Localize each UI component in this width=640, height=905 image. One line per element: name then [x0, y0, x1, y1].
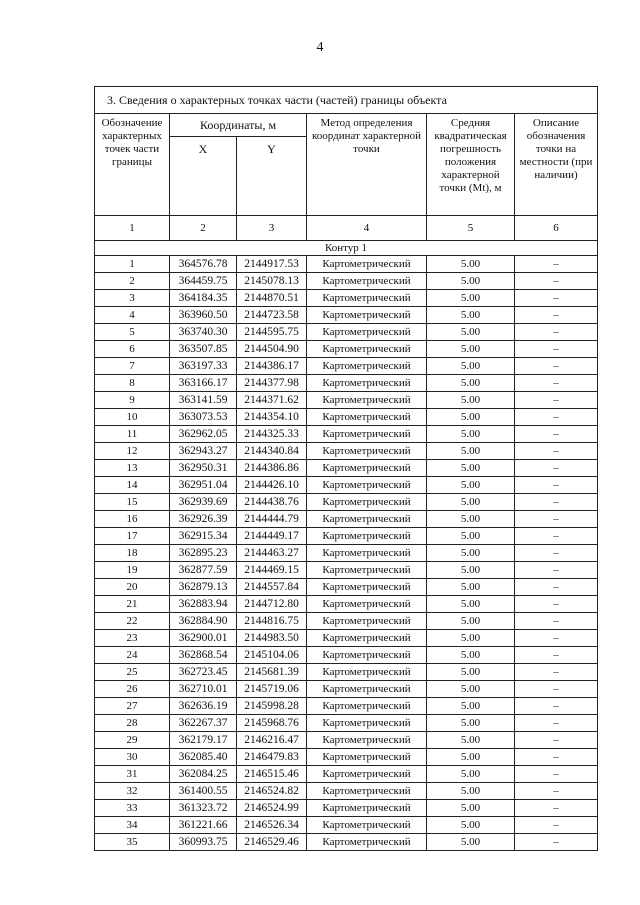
coord-y-cell: 2144449.17: [237, 528, 307, 545]
accuracy-cell: 5.00: [427, 375, 515, 392]
coord-x-cell: 363197.33: [170, 358, 237, 375]
method-cell: Картометрический: [307, 749, 427, 766]
coord-y-cell: 2144426.10: [237, 477, 307, 494]
description-cell: –: [515, 307, 598, 324]
accuracy-cell: 5.00: [427, 324, 515, 341]
accuracy-cell: 5.00: [427, 307, 515, 324]
coord-x-cell: 362926.39: [170, 511, 237, 528]
point-number-cell: 3: [95, 290, 170, 307]
description-cell: –: [515, 817, 598, 834]
point-number-cell: 11: [95, 426, 170, 443]
accuracy-cell: 5.00: [427, 256, 515, 273]
table-row: [95, 681, 598, 698]
coord-y-cell: 2145104.06: [237, 647, 307, 664]
section-title: 3. Сведения о характерных точках части (частей) границы объекта: [95, 87, 598, 114]
accuracy-cell: 5.00: [427, 358, 515, 375]
description-cell: –: [515, 681, 598, 698]
table-row: [95, 494, 598, 511]
coord-x-cell: 364459.75: [170, 273, 237, 290]
accuracy-cell: 5.00: [427, 681, 515, 698]
point-number-cell: 34: [95, 817, 170, 834]
table-row: [95, 460, 598, 477]
coord-x-cell: 361400.55: [170, 783, 237, 800]
description-cell: –: [515, 715, 598, 732]
table-row: [95, 800, 598, 817]
coord-y-cell: 2144504.90: [237, 341, 307, 358]
coord-y-cell: 2144463.27: [237, 545, 307, 562]
table-row: [95, 647, 598, 664]
column-number-row: [95, 216, 598, 241]
table-row: [95, 511, 598, 528]
point-number-cell: 35: [95, 834, 170, 851]
method-cell: Картометрический: [307, 307, 427, 324]
method-cell: Картометрический: [307, 834, 427, 851]
accuracy-cell: 5.00: [427, 290, 515, 307]
method-cell: Картометрический: [307, 630, 427, 647]
method-cell: Картометрический: [307, 647, 427, 664]
boundary-points-table: [94, 86, 598, 851]
column-number: 2: [170, 216, 237, 241]
table-row: [95, 307, 598, 324]
coord-y-cell: 2144595.75: [237, 324, 307, 341]
coord-x-cell: 362900.01: [170, 630, 237, 647]
coord-x-cell: 362084.25: [170, 766, 237, 783]
header-y: Y: [237, 137, 307, 216]
coord-y-cell: 2146524.82: [237, 783, 307, 800]
method-cell: Картометрический: [307, 681, 427, 698]
coord-y-cell: 2144917.53: [237, 256, 307, 273]
column-number: 6: [515, 216, 598, 241]
table-row: [95, 715, 598, 732]
accuracy-cell: 5.00: [427, 766, 515, 783]
coord-y-cell: 2144444.79: [237, 511, 307, 528]
coord-x-cell: 362877.59: [170, 562, 237, 579]
coord-x-cell: 363141.59: [170, 392, 237, 409]
coord-x-cell: 362884.90: [170, 613, 237, 630]
method-cell: Картометрический: [307, 409, 427, 426]
method-cell: Картометрический: [307, 324, 427, 341]
description-cell: –: [515, 358, 598, 375]
coord-y-cell: 2144377.98: [237, 375, 307, 392]
description-cell: –: [515, 290, 598, 307]
description-cell: –: [515, 409, 598, 426]
point-number-cell: 24: [95, 647, 170, 664]
accuracy-cell: 5.00: [427, 817, 515, 834]
point-number-cell: 10: [95, 409, 170, 426]
coord-y-cell: 2144354.10: [237, 409, 307, 426]
point-number-cell: 7: [95, 358, 170, 375]
coord-y-cell: 2144438.76: [237, 494, 307, 511]
point-number-cell: 33: [95, 800, 170, 817]
description-cell: –: [515, 664, 598, 681]
table-row: [95, 392, 598, 409]
table-row: [95, 562, 598, 579]
method-cell: Картометрический: [307, 562, 427, 579]
method-cell: Картометрический: [307, 528, 427, 545]
point-number-cell: 6: [95, 341, 170, 358]
description-cell: –: [515, 256, 598, 273]
coord-y-cell: 2146216.47: [237, 732, 307, 749]
description-cell: –: [515, 800, 598, 817]
coord-x-cell: 363166.17: [170, 375, 237, 392]
coord-x-cell: 362710.01: [170, 681, 237, 698]
table-row: [95, 256, 598, 273]
description-cell: –: [515, 613, 598, 630]
accuracy-cell: 5.00: [427, 715, 515, 732]
description-cell: –: [515, 392, 598, 409]
contour-label: Контур 1: [95, 241, 598, 256]
method-cell: Картометрический: [307, 494, 427, 511]
coord-y-cell: 2144723.58: [237, 307, 307, 324]
table-row: [95, 817, 598, 834]
coord-x-cell: 363740.30: [170, 324, 237, 341]
coord-x-cell: 362962.05: [170, 426, 237, 443]
accuracy-cell: 5.00: [427, 630, 515, 647]
coord-y-cell: 2144712.80: [237, 596, 307, 613]
coord-y-cell: 2144371.62: [237, 392, 307, 409]
method-cell: Картометрический: [307, 766, 427, 783]
point-number-cell: 8: [95, 375, 170, 392]
table-row: [95, 528, 598, 545]
description-cell: –: [515, 579, 598, 596]
coord-x-cell: 362723.45: [170, 664, 237, 681]
table-row: [95, 426, 598, 443]
header-designation: Обозначение характерных точек части границы: [95, 114, 170, 216]
coord-x-cell: 362085.40: [170, 749, 237, 766]
point-number-cell: 21: [95, 596, 170, 613]
coord-y-cell: 2144983.50: [237, 630, 307, 647]
description-cell: –: [515, 596, 598, 613]
method-cell: Картометрический: [307, 358, 427, 375]
point-number-cell: 19: [95, 562, 170, 579]
description-cell: –: [515, 749, 598, 766]
coord-y-cell: 2144557.84: [237, 579, 307, 596]
header-accuracy: Средняя квадратическая погрешность положения характерной точки (Mt), м: [427, 114, 515, 216]
method-cell: Картометрический: [307, 715, 427, 732]
coord-x-cell: 362943.27: [170, 443, 237, 460]
coord-x-cell: 361323.72: [170, 800, 237, 817]
description-cell: –: [515, 528, 598, 545]
point-number-cell: 12: [95, 443, 170, 460]
method-cell: Картометрический: [307, 511, 427, 528]
description-cell: –: [515, 834, 598, 851]
coord-y-cell: 2145968.76: [237, 715, 307, 732]
method-cell: Картометрический: [307, 256, 427, 273]
point-number-cell: 17: [95, 528, 170, 545]
method-cell: Картометрический: [307, 732, 427, 749]
method-cell: Картометрический: [307, 800, 427, 817]
coord-x-cell: 361221.66: [170, 817, 237, 834]
coord-x-cell: 362883.94: [170, 596, 237, 613]
table-row: [95, 477, 598, 494]
point-number-cell: 29: [95, 732, 170, 749]
coord-y-cell: 2146529.46: [237, 834, 307, 851]
column-number: 3: [237, 216, 307, 241]
accuracy-cell: 5.00: [427, 698, 515, 715]
method-cell: Картометрический: [307, 545, 427, 562]
description-cell: –: [515, 460, 598, 477]
table-row: [95, 290, 598, 307]
method-cell: Картометрический: [307, 664, 427, 681]
table-row: [95, 579, 598, 596]
coord-y-cell: 2144325.33: [237, 426, 307, 443]
accuracy-cell: 5.00: [427, 579, 515, 596]
coord-x-cell: 360993.75: [170, 834, 237, 851]
table-row: [95, 783, 598, 800]
coord-x-cell: 362179.17: [170, 732, 237, 749]
point-number-cell: 9: [95, 392, 170, 409]
column-number: 1: [95, 216, 170, 241]
description-cell: –: [515, 732, 598, 749]
point-number-cell: 1: [95, 256, 170, 273]
point-number-cell: 16: [95, 511, 170, 528]
coord-y-cell: 2145078.13: [237, 273, 307, 290]
header-description: Описание обозначения точки на местности (при наличии): [515, 114, 598, 216]
point-number-cell: 2: [95, 273, 170, 290]
description-cell: –: [515, 375, 598, 392]
description-cell: –: [515, 562, 598, 579]
accuracy-cell: 5.00: [427, 460, 515, 477]
method-cell: Картометрический: [307, 698, 427, 715]
point-number-cell: 14: [95, 477, 170, 494]
point-number-cell: 18: [95, 545, 170, 562]
header-x: X: [170, 137, 237, 216]
coord-y-cell: 2146524.99: [237, 800, 307, 817]
point-number-cell: 28: [95, 715, 170, 732]
table-row: [95, 749, 598, 766]
description-cell: –: [515, 545, 598, 562]
coord-x-cell: 362267.37: [170, 715, 237, 732]
table-row: [95, 443, 598, 460]
coord-x-cell: 362915.34: [170, 528, 237, 545]
method-cell: Картометрический: [307, 783, 427, 800]
accuracy-cell: 5.00: [427, 528, 515, 545]
coord-x-cell: 362879.13: [170, 579, 237, 596]
description-cell: –: [515, 698, 598, 715]
accuracy-cell: 5.00: [427, 273, 515, 290]
accuracy-cell: 5.00: [427, 800, 515, 817]
description-cell: –: [515, 443, 598, 460]
description-cell: –: [515, 783, 598, 800]
coord-y-cell: 2145719.06: [237, 681, 307, 698]
method-cell: Картометрический: [307, 341, 427, 358]
description-cell: –: [515, 324, 598, 341]
method-cell: Картометрический: [307, 375, 427, 392]
header-coordinates: Координаты, м: [170, 114, 307, 137]
description-cell: –: [515, 341, 598, 358]
table-row: [95, 698, 598, 715]
accuracy-cell: 5.00: [427, 409, 515, 426]
point-number-cell: 13: [95, 460, 170, 477]
accuracy-cell: 5.00: [427, 494, 515, 511]
point-number-cell: 22: [95, 613, 170, 630]
accuracy-cell: 5.00: [427, 443, 515, 460]
point-number-cell: 27: [95, 698, 170, 715]
description-cell: –: [515, 511, 598, 528]
coord-y-cell: 2145998.28: [237, 698, 307, 715]
description-cell: –: [515, 477, 598, 494]
method-cell: Картометрический: [307, 426, 427, 443]
point-number-cell: 25: [95, 664, 170, 681]
point-number-cell: 23: [95, 630, 170, 647]
table-row: [95, 630, 598, 647]
point-number-cell: 5: [95, 324, 170, 341]
coord-y-cell: 2144386.86: [237, 460, 307, 477]
accuracy-cell: 5.00: [427, 613, 515, 630]
method-cell: Картометрический: [307, 477, 427, 494]
accuracy-cell: 5.00: [427, 783, 515, 800]
description-cell: –: [515, 630, 598, 647]
accuracy-cell: 5.00: [427, 392, 515, 409]
table-row: [95, 834, 598, 851]
accuracy-cell: 5.00: [427, 834, 515, 851]
point-number-cell: 15: [95, 494, 170, 511]
coord-y-cell: 2144816.75: [237, 613, 307, 630]
coord-x-cell: 363073.53: [170, 409, 237, 426]
coord-y-cell: 2146479.83: [237, 749, 307, 766]
coord-y-cell: 2144386.17: [237, 358, 307, 375]
column-number: 4: [307, 216, 427, 241]
point-number-cell: 32: [95, 783, 170, 800]
description-cell: –: [515, 647, 598, 664]
table-row: [95, 375, 598, 392]
table-row: [95, 273, 598, 290]
point-number-cell: 4: [95, 307, 170, 324]
accuracy-cell: 5.00: [427, 647, 515, 664]
accuracy-cell: 5.00: [427, 732, 515, 749]
point-number-cell: 30: [95, 749, 170, 766]
coord-y-cell: 2146526.34: [237, 817, 307, 834]
description-cell: –: [515, 494, 598, 511]
point-number-cell: 31: [95, 766, 170, 783]
coord-x-cell: 362868.54: [170, 647, 237, 664]
table-row: [95, 545, 598, 562]
coord-x-cell: 362636.19: [170, 698, 237, 715]
coord-x-cell: 362895.23: [170, 545, 237, 562]
description-cell: –: [515, 766, 598, 783]
page-number: 4: [316, 40, 324, 55]
point-number-cell: 20: [95, 579, 170, 596]
coord-x-cell: 363960.50: [170, 307, 237, 324]
table-row: [95, 341, 598, 358]
coord-y-cell: 2144469.15: [237, 562, 307, 579]
method-cell: Картометрический: [307, 273, 427, 290]
table-row: [95, 409, 598, 426]
table-row: [95, 324, 598, 341]
accuracy-cell: 5.00: [427, 596, 515, 613]
header-method: Метод определения координат характерной точки: [307, 114, 427, 216]
table-row: [95, 766, 598, 783]
description-cell: –: [515, 426, 598, 443]
description-cell: –: [515, 273, 598, 290]
accuracy-cell: 5.00: [427, 511, 515, 528]
accuracy-cell: 5.00: [427, 562, 515, 579]
method-cell: Картометрический: [307, 443, 427, 460]
accuracy-cell: 5.00: [427, 664, 515, 681]
coord-y-cell: 2145681.39: [237, 664, 307, 681]
method-cell: Картометрический: [307, 817, 427, 834]
point-number-cell: 26: [95, 681, 170, 698]
method-cell: Картометрический: [307, 596, 427, 613]
coord-x-cell: 363507.85: [170, 341, 237, 358]
coord-x-cell: 362951.04: [170, 477, 237, 494]
table-row: [95, 732, 598, 749]
table-row: [95, 613, 598, 630]
accuracy-cell: 5.00: [427, 749, 515, 766]
accuracy-cell: 5.00: [427, 545, 515, 562]
accuracy-cell: 5.00: [427, 477, 515, 494]
table-row: [95, 596, 598, 613]
method-cell: Картометрический: [307, 392, 427, 409]
coord-x-cell: 364184.35: [170, 290, 237, 307]
coord-x-cell: 362950.31: [170, 460, 237, 477]
coord-y-cell: 2146515.46: [237, 766, 307, 783]
column-number: 5: [427, 216, 515, 241]
coord-x-cell: 364576.78: [170, 256, 237, 273]
table-row: [95, 664, 598, 681]
coord-y-cell: 2144340.84: [237, 443, 307, 460]
coord-x-cell: 362939.69: [170, 494, 237, 511]
coord-y-cell: 2144870.51: [237, 290, 307, 307]
accuracy-cell: 5.00: [427, 341, 515, 358]
method-cell: Картометрический: [307, 579, 427, 596]
method-cell: Картометрический: [307, 290, 427, 307]
accuracy-cell: 5.00: [427, 426, 515, 443]
method-cell: Картометрический: [307, 460, 427, 477]
method-cell: Картометрический: [307, 613, 427, 630]
table-row: [95, 358, 598, 375]
